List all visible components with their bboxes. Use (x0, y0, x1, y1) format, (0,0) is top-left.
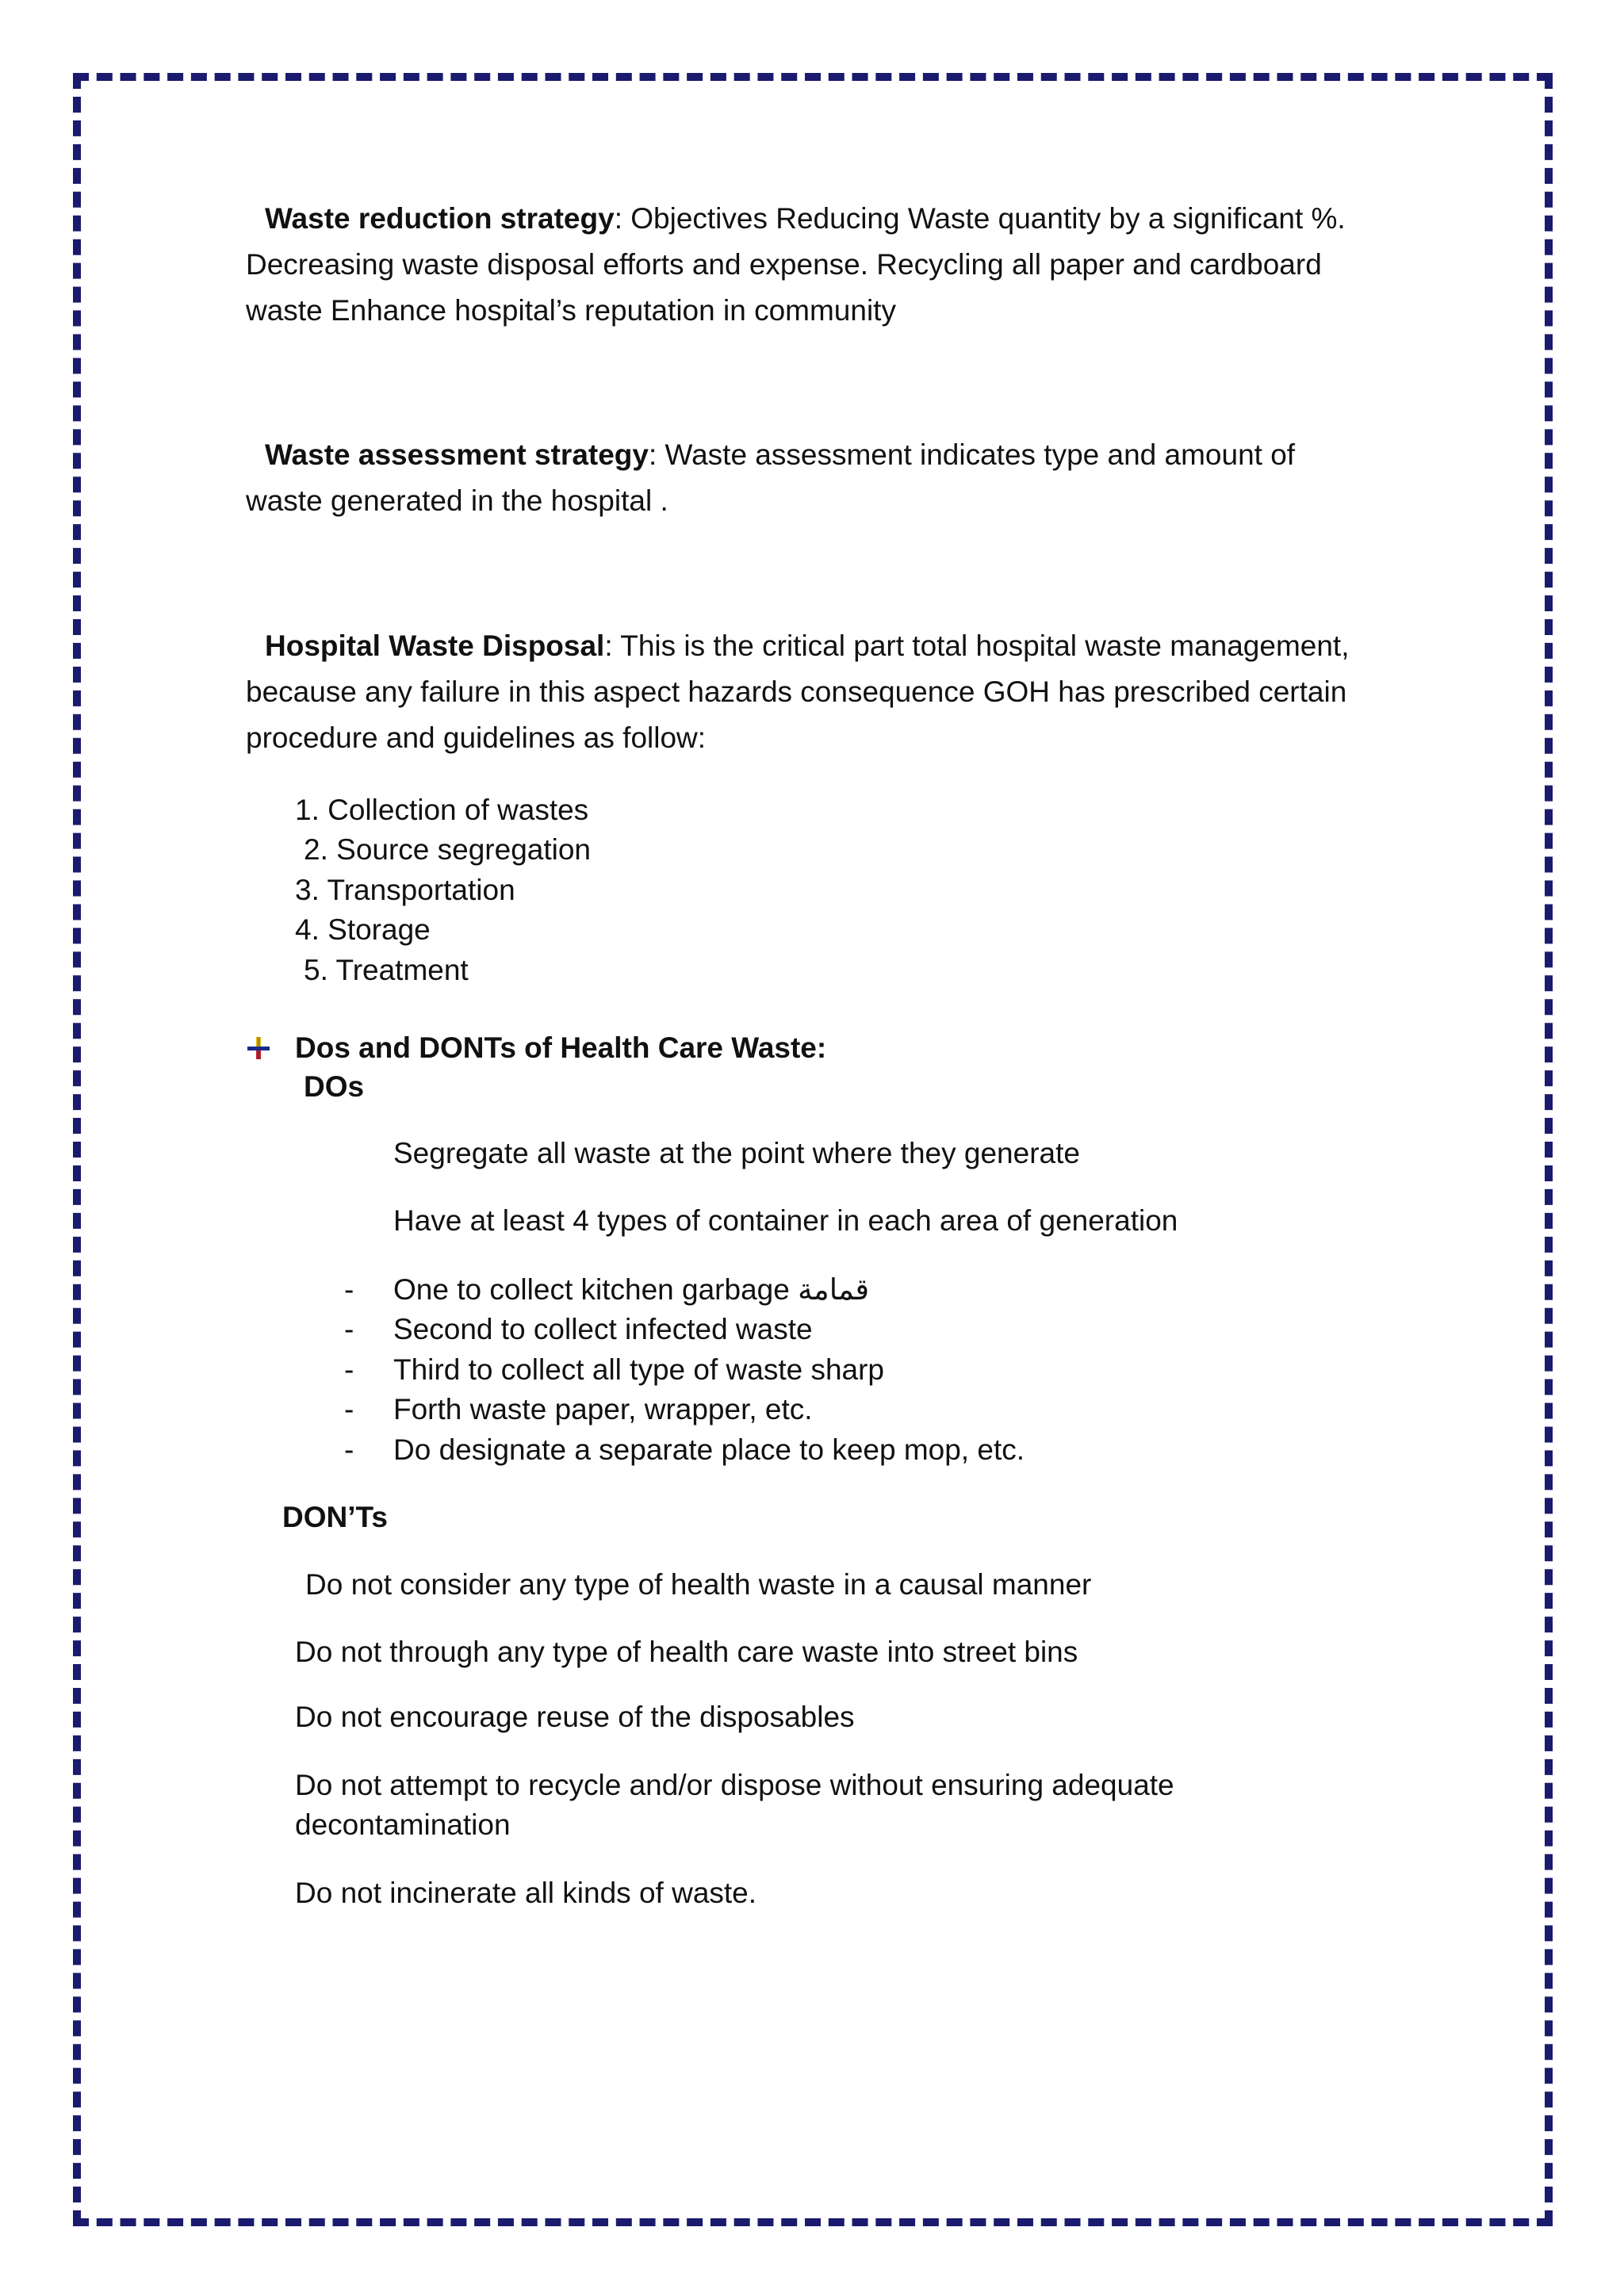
donts-heading: DON’Ts (282, 1501, 388, 1533)
procedure-item: 5. Treatment (304, 954, 469, 986)
cross-bullet-icon (246, 1035, 271, 1061)
dash-marker: - (344, 1433, 354, 1466)
container-item: One to collect kitchen garbage قمامة (393, 1273, 870, 1306)
assessment-paragraph (246, 432, 1388, 524)
disposal-paragraph (246, 623, 1388, 761)
procedure-item: 3. Transportation (295, 874, 515, 906)
disposal-text-1: : This is the critical part total hospital waste management, (604, 629, 1350, 662)
donts-item: Do not consider any type of health waste in a causal manner (305, 1568, 1092, 1601)
dos-item: Segregate all waste at the point where they generate (393, 1137, 1080, 1169)
assessment-title: Waste assessment strategy (265, 438, 649, 471)
reduction-line-1 (246, 196, 1388, 242)
donts-item: Do not through any type of health care waste into street bins (295, 1636, 1078, 1668)
donts-item: Do not attempt to recycle and/or dispose without ensuring adequate (295, 1769, 1174, 1801)
reduction-line-3: waste Enhance hospital’s reputation in community (246, 294, 896, 327)
procedure-item: 4. Storage (295, 913, 431, 946)
dos-donts-heading: Dos and DONTs of Health Care Waste: (295, 1031, 827, 1064)
disposal-line-1 (246, 623, 1388, 669)
dash-marker: - (344, 1273, 354, 1306)
dash-marker: - (344, 1393, 354, 1425)
container-item: Second to collect infected waste (393, 1313, 813, 1345)
dos-item: Have at least 4 types of container in each area of generation (393, 1204, 1178, 1237)
container-item: Do designate a separate place to keep mop, etc. (393, 1433, 1025, 1466)
procedure-item: 1. Collection of wastes (295, 794, 589, 826)
container-item: Forth waste paper, wrapper, etc. (393, 1393, 813, 1425)
procedure-item: 2. Source segregation (304, 833, 592, 866)
assessment-line-1 (246, 432, 1388, 478)
container-item: Third to collect all type of waste sharp (393, 1353, 885, 1386)
dash-marker: - (344, 1313, 354, 1345)
dos-heading: DOs (304, 1070, 365, 1103)
donts-item: Do not encourage reuse of the disposables (295, 1701, 855, 1733)
disposal-line-3: procedure and guidelines as follow: (246, 721, 707, 754)
reduction-paragraph (246, 196, 1388, 334)
assessment-line-2: waste generated in the hospital . (246, 484, 668, 517)
donts-item: Do not incinerate all kinds of waste. (295, 1877, 757, 1909)
disposal-title: Hospital Waste Disposal (265, 629, 605, 662)
reduction-text-1: : Objectives Reducing Waste quantity by a significant %. (614, 202, 1346, 235)
disposal-line-2: because any failure in this aspect hazards consequence GOH has prescribed certain (246, 675, 1347, 708)
reduction-line-2: Decreasing waste disposal efforts and expense. Recycling all paper and cardboard (246, 248, 1322, 281)
donts-item-continuation: decontamination (295, 1808, 511, 1841)
reduction-title: Waste reduction strategy (265, 202, 615, 235)
dash-marker: - (344, 1353, 354, 1386)
assessment-text-1: : Waste assessment indicates type and amount of (648, 438, 1296, 471)
